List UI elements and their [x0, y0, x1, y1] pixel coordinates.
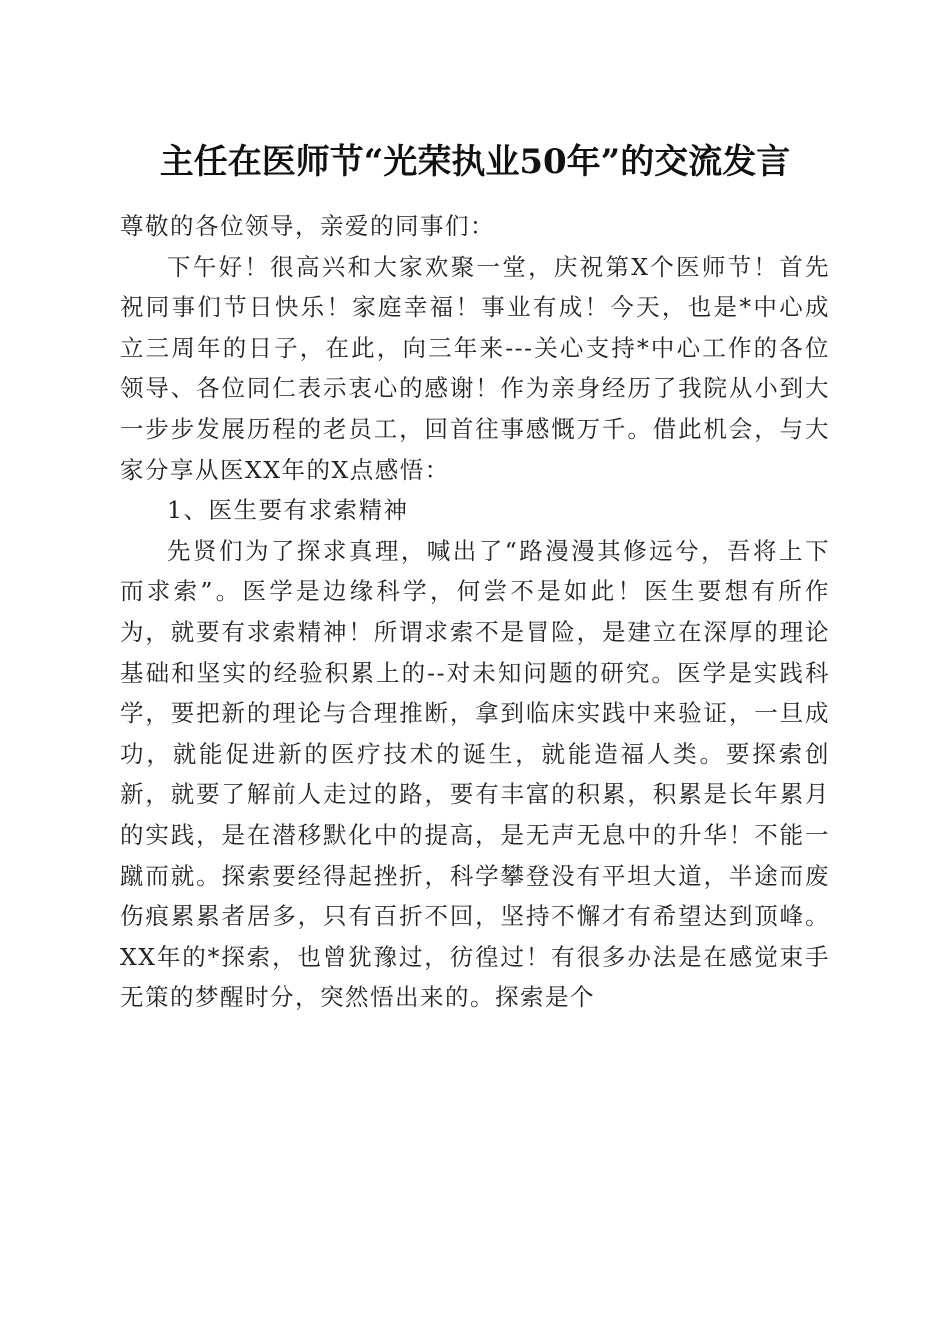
salutation-paragraph: 尊敬的各位领导，亲爱的同事们： [120, 212, 495, 240]
document-title: 主任在医师节“光荣执业50年”的交流发言 [159, 142, 791, 182]
body-paragraph: 先贤们为了探求真理，喊出了“路漫漫其修远兮，吾将上下而求索”。医学是边缘科学，何尝不是如此！医生要想有所作为，就要有求索精神！所谓求索不是冒险，是建立在深厚的理论基础和坚实的经验积累上的--对未知问题的研究。医学是实践科学，要把新的理论与合理推断，拿到临床实践中来验证，一旦成功，就能促进新的医疗技术的诞生，就能造福人类。要探索创新，就要了解前人走过的路，要有丰富的积累，积累是长年累月的实践，是在潜移默化中的提高，是无声无息中的升华！不能一蹴而就。探索要经得起挫折，科学攀登没有平坦大道，半途而废伤痕累累者居多，只有百折不回，坚持不懈才有希望达到顶峰。XX年的*探索，也曾犹豫过，彷徨过！有很多办法是在感觉束手无策的梦醒时分，突然悟出来的。探索是个 [120, 536, 830, 1012]
section-heading: 1、医生要有求索精神 [167, 496, 409, 525]
document-body [120, 206, 830, 1018]
opening-paragraph: 下午好！很高兴和大家欢聚一堂，庆祝第X个医师节！首先祝同事们节日快乐！家庭幸福！事业有成！今天，也是*中心成立三周年的日子，在此，向三年来---关心支持*中心工作的各位领导、各位同仁表示衷心的感谢！作为亲身经历了我院从小到大一步步发展历程的老员工，回首往事感慨万千。借此机会，与大家分享从医XX年的X点感悟： [120, 252, 830, 484]
